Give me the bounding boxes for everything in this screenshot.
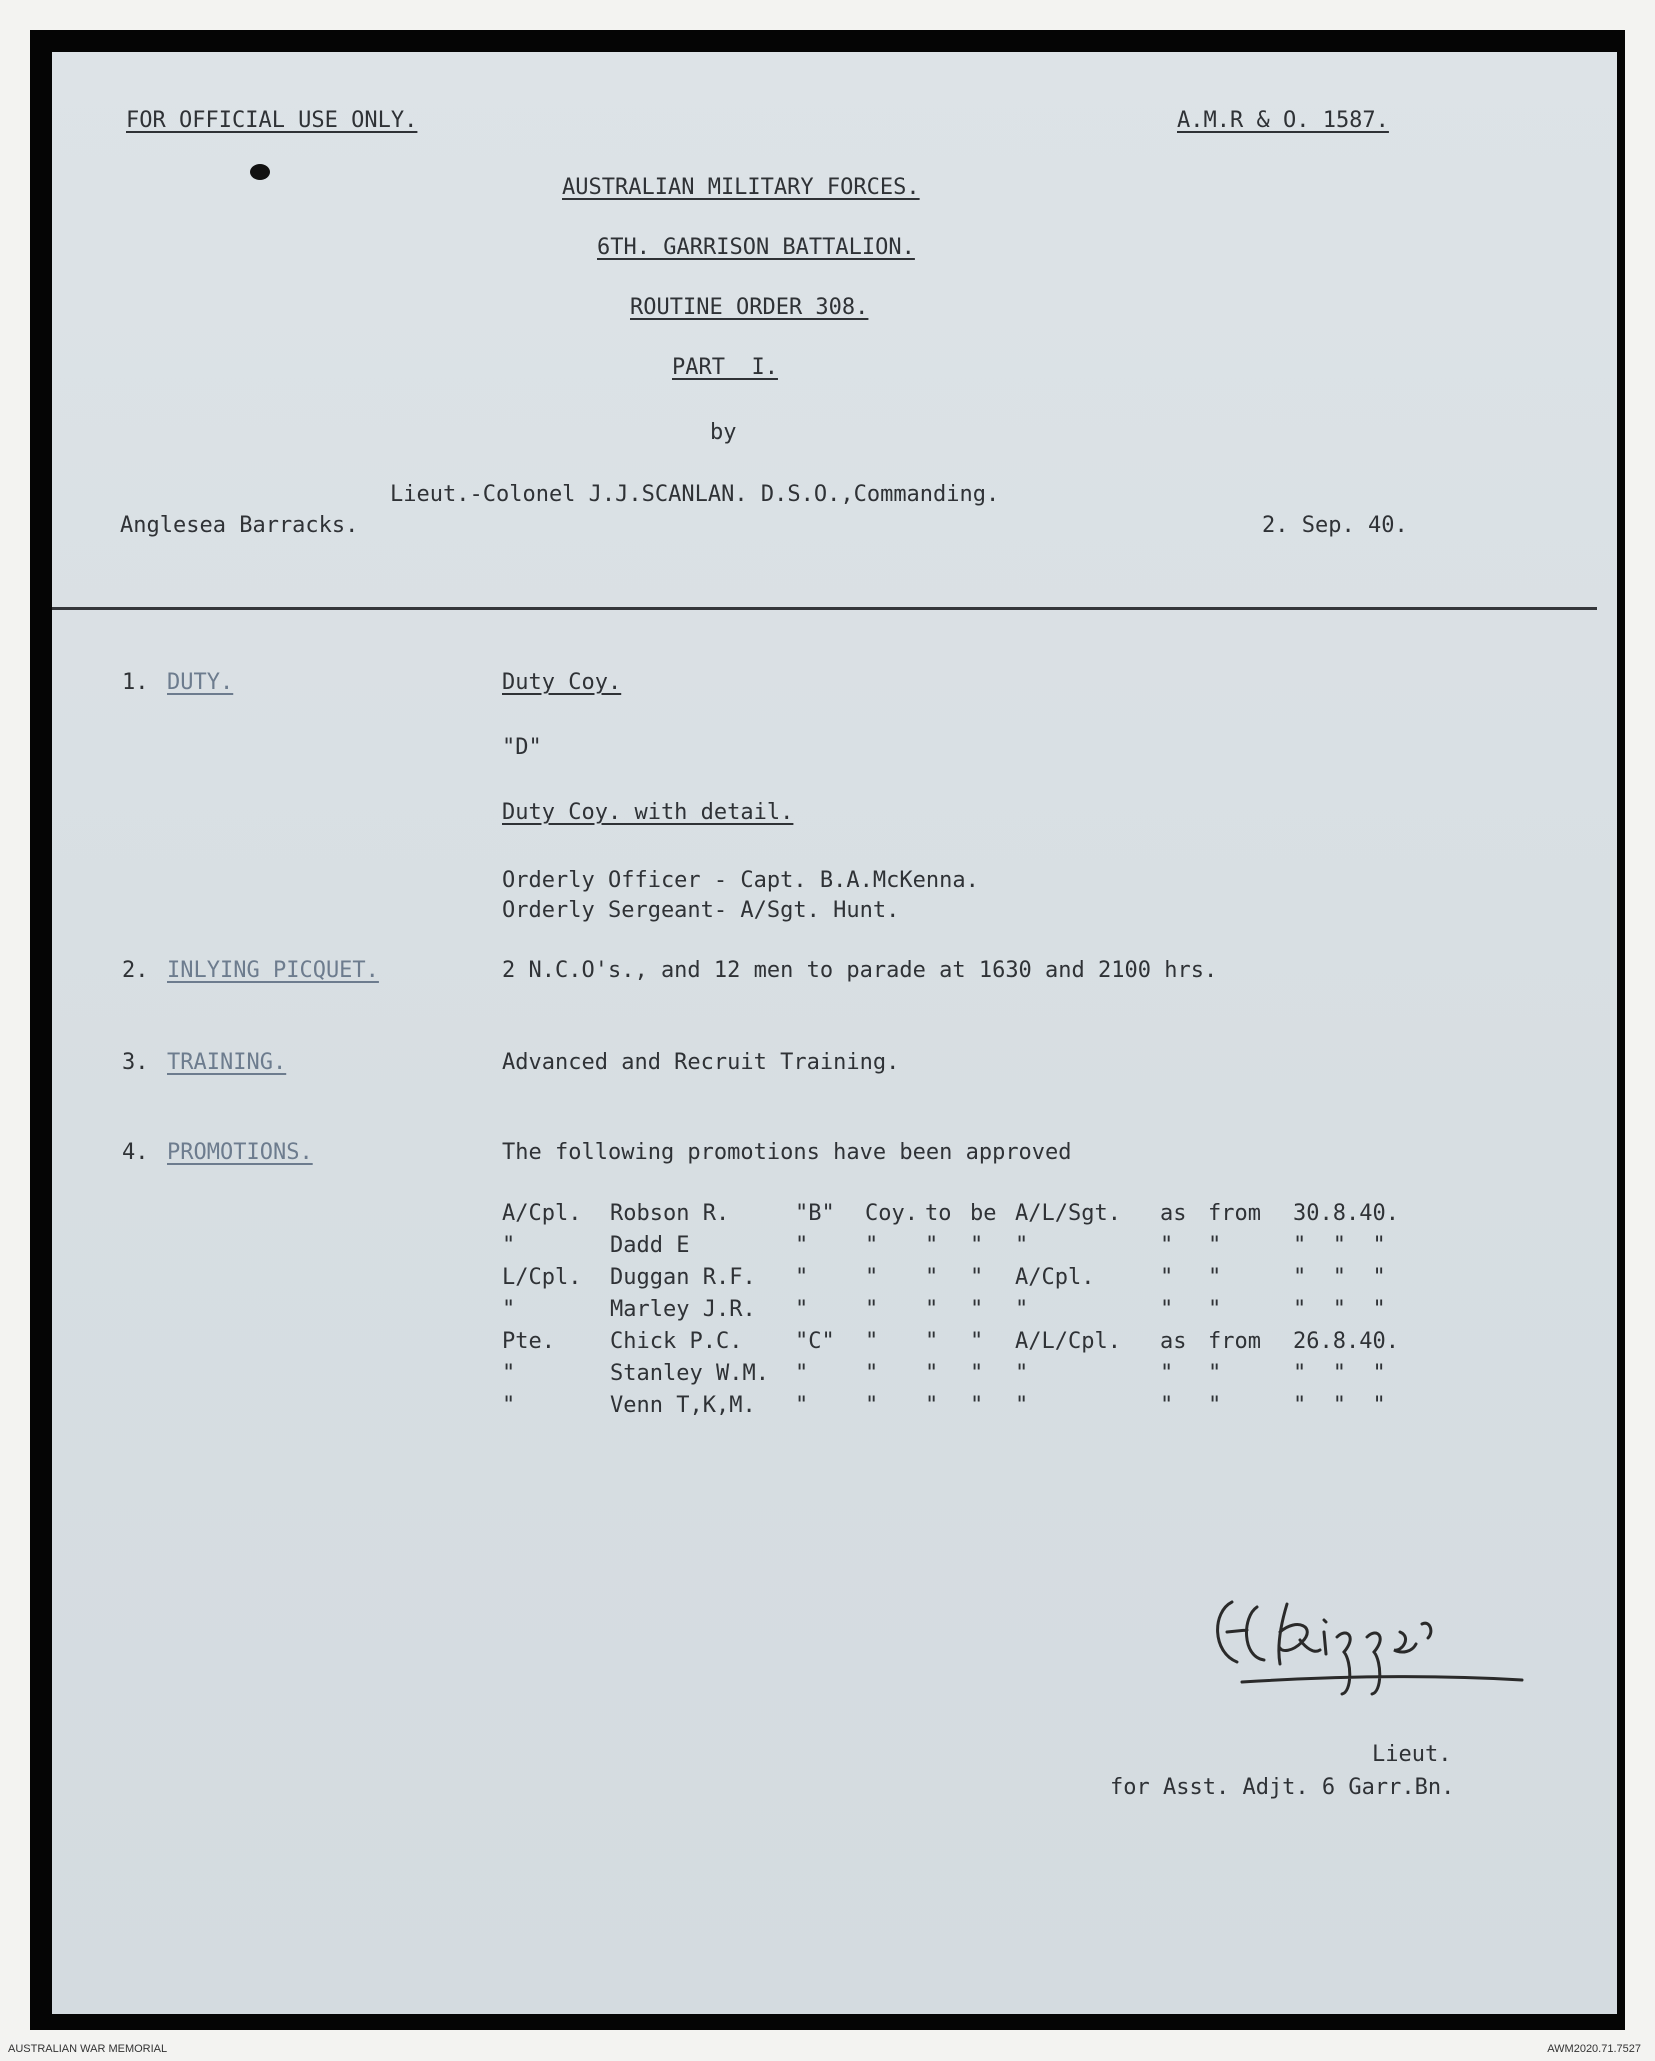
signatory-title: for Asst. Adjt. 6 Garr.Bn. <box>1110 1775 1455 1800</box>
orderly-sergeant: Orderly Sergeant- A/Sgt. Hunt. <box>502 898 900 923</box>
picquet-number: 2. <box>122 958 149 983</box>
promotion-cell-c3: " <box>970 1296 984 1322</box>
duty-coy-value: "D" <box>502 735 542 760</box>
promotion-cell-c1: Coy. <box>865 1200 918 1226</box>
promotion-cell-coy: "C" <box>795 1328 835 1354</box>
promotion-cell-coy: " <box>795 1392 809 1418</box>
forces-heading: AUSTRALIAN MILITARY FORCES. <box>562 175 920 200</box>
duty-coy-heading: Duty Coy. <box>502 670 622 695</box>
promotion-cell-c1: " <box>865 1328 879 1354</box>
punch-hole <box>250 164 270 180</box>
promotion-cell-name: Dadd E <box>610 1232 690 1258</box>
promotion-row <box>502 1328 1463 1360</box>
promotion-cell-new-rank: A/Cpl. <box>1015 1264 1095 1290</box>
by-text: by <box>710 420 737 445</box>
training-text: Advanced and Recruit Training. <box>502 1050 900 1075</box>
promotion-cell-c1: " <box>865 1392 879 1418</box>
promotion-cell-coy: " <box>795 1360 809 1386</box>
promotion-cell-from: from <box>1208 1328 1261 1354</box>
promotion-cell-c1: " <box>865 1360 879 1386</box>
footer-archive: AUSTRALIAN WAR MEMORIAL <box>8 2043 168 2055</box>
promotion-cell-date: " " " <box>1293 1392 1386 1418</box>
promotion-cell-name: Duggan R.F. <box>610 1264 756 1290</box>
promotion-cell-rank: " <box>502 1392 516 1418</box>
promotion-row <box>502 1392 1463 1424</box>
promotion-cell-c2: to <box>925 1200 952 1226</box>
promotions-table <box>502 1200 1463 1424</box>
reference-number: A.M.R & O. 1587. <box>1177 108 1389 133</box>
promotion-cell-c3: " <box>970 1328 984 1354</box>
promotion-cell-new-rank: " <box>1015 1392 1029 1418</box>
promotion-cell-from: " <box>1208 1392 1222 1418</box>
promotion-cell-date: " " " <box>1293 1264 1386 1290</box>
promotion-row <box>502 1360 1463 1392</box>
promotion-cell-c2: " <box>925 1232 939 1258</box>
promotion-cell-as: as <box>1160 1328 1187 1354</box>
promotion-cell-from: " <box>1208 1296 1222 1322</box>
training-number: 3. <box>122 1050 149 1075</box>
location: Anglesea Barracks. <box>120 513 359 538</box>
order-date: 2. Sep. 40. <box>1262 513 1408 538</box>
promotion-cell-c2: " <box>925 1360 939 1386</box>
promotion-cell-c2: " <box>925 1296 939 1322</box>
promotion-cell-c3: " <box>970 1232 984 1258</box>
promotions-intro: The following promotions have been approved <box>502 1140 1072 1165</box>
promotion-cell-new-rank: A/L/Sgt. <box>1015 1200 1121 1226</box>
divider-rule <box>52 607 1597 610</box>
signatory-rank: Lieut. <box>1372 1742 1452 1767</box>
detail-heading: Duty Coy. with detail. <box>502 800 794 825</box>
promotion-cell-as: " <box>1160 1360 1174 1386</box>
promotion-cell-date: " " " <box>1293 1360 1386 1386</box>
promotion-cell-name: Chick P.C. <box>610 1328 743 1354</box>
promotion-cell-c2: " <box>925 1264 939 1290</box>
promotion-cell-c3: " <box>970 1264 984 1290</box>
promotion-cell-rank: A/Cpl. <box>502 1200 582 1226</box>
promotion-cell-name: Robson R. <box>610 1200 730 1226</box>
promotion-cell-rank: " <box>502 1232 516 1258</box>
promotion-cell-c3: " <box>970 1360 984 1386</box>
promotion-row <box>502 1232 1463 1264</box>
promotion-cell-c3: " <box>970 1392 984 1418</box>
promotion-cell-rank: " <box>502 1296 516 1322</box>
promotion-cell-as: as <box>1160 1200 1187 1226</box>
promotion-cell-from: from <box>1208 1200 1261 1226</box>
promotion-cell-coy: " <box>795 1264 809 1290</box>
promotion-cell-from: " <box>1208 1264 1222 1290</box>
promotion-cell-coy: " <box>795 1296 809 1322</box>
picquet-title: INLYING PICQUET. <box>167 958 379 983</box>
promotion-cell-c2: " <box>925 1328 939 1354</box>
routine-order-heading: ROUTINE ORDER 308. <box>630 295 869 320</box>
promotion-cell-date: 30.8.40. <box>1293 1200 1399 1226</box>
document-page <box>52 52 1617 2014</box>
promotions-title: PROMOTIONS. <box>167 1140 313 1165</box>
promotion-cell-new-rank: A/L/Cpl. <box>1015 1328 1121 1354</box>
promotion-cell-from: " <box>1208 1232 1222 1258</box>
promotion-cell-name: Stanley W.M. <box>610 1360 769 1386</box>
training-title: TRAINING. <box>167 1050 287 1075</box>
promotion-cell-name: Venn T,K,M. <box>610 1392 756 1418</box>
promotion-cell-c2: " <box>925 1392 939 1418</box>
duty-title: DUTY. <box>167 670 234 695</box>
promotion-cell-from: " <box>1208 1360 1222 1386</box>
promotion-cell-c1: " <box>865 1232 879 1258</box>
promotion-cell-new-rank: " <box>1015 1360 1029 1386</box>
promotion-cell-rank: " <box>502 1360 516 1386</box>
promotion-cell-as: " <box>1160 1232 1174 1258</box>
footer-reference: AWM2020.71.7527 <box>1547 2043 1641 2055</box>
promotion-cell-date: " " " <box>1293 1232 1386 1258</box>
promotion-cell-as: " <box>1160 1296 1174 1322</box>
promotion-cell-c3: be <box>970 1200 997 1226</box>
promotion-cell-c1: " <box>865 1264 879 1290</box>
part-heading: PART I. <box>672 355 778 380</box>
promotion-row <box>502 1264 1463 1296</box>
promotions-number: 4. <box>122 1140 149 1165</box>
orderly-officer: Orderly Officer - Capt. B.A.McKenna. <box>502 868 979 893</box>
promotion-cell-coy: " <box>795 1232 809 1258</box>
promotion-cell-date: 26.8.40. <box>1293 1328 1399 1354</box>
promotion-cell-date: " " " <box>1293 1296 1386 1322</box>
battalion-heading: 6TH. GARRISON BATTALION. <box>597 235 915 260</box>
promotion-cell-as: " <box>1160 1264 1174 1290</box>
promotion-cell-rank: L/Cpl. <box>502 1264 582 1290</box>
picquet-text: 2 N.C.O's., and 12 men to parade at 1630 and 2100 hrs. <box>502 958 1218 983</box>
promotion-cell-name: Marley J.R. <box>610 1296 756 1322</box>
promotion-cell-c1: " <box>865 1296 879 1322</box>
official-use-heading: FOR OFFICIAL USE ONLY. <box>126 108 418 133</box>
duty-number: 1. <box>122 670 149 695</box>
promotion-row <box>502 1296 1463 1328</box>
promotion-cell-coy: "B" <box>795 1200 835 1226</box>
promotion-row <box>502 1200 1463 1232</box>
commander-line: Lieut.-Colonel J.J.SCANLAN. D.S.O.,Commanding. <box>390 482 1000 507</box>
promotion-cell-as: " <box>1160 1392 1174 1418</box>
promotion-cell-new-rank: " <box>1015 1232 1029 1258</box>
signature-image <box>1202 1582 1532 1712</box>
promotion-cell-new-rank: " <box>1015 1296 1029 1322</box>
promotion-cell-rank: Pte. <box>502 1328 555 1354</box>
